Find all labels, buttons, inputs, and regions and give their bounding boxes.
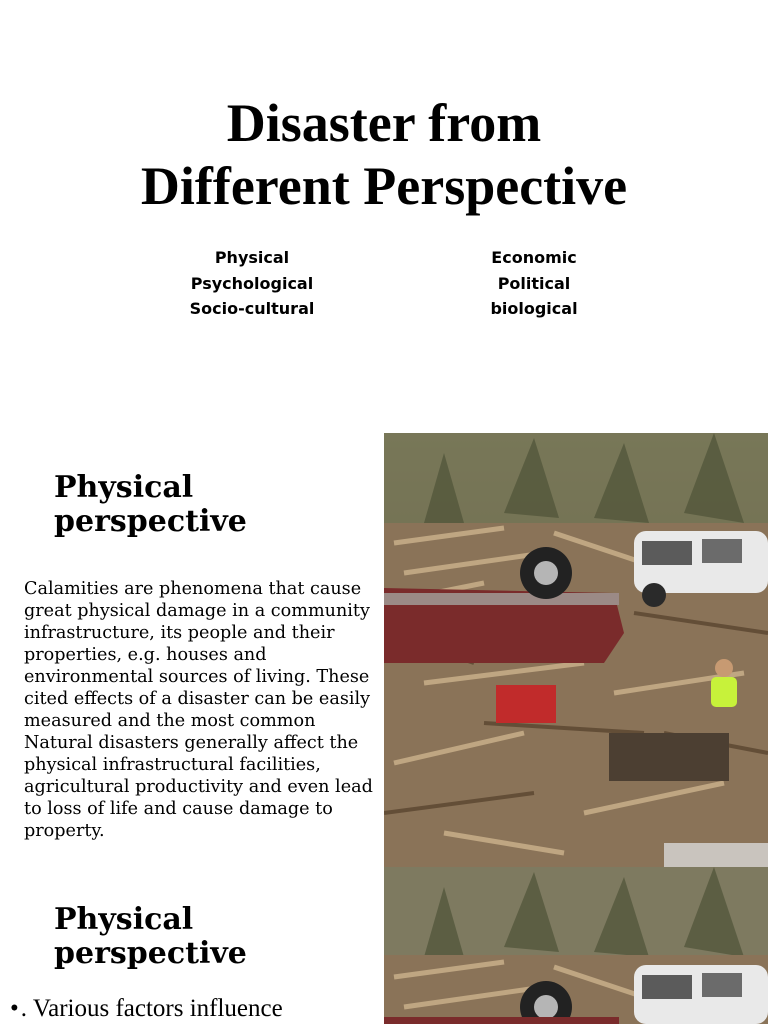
perspective-item: Socio-cultural	[189, 299, 315, 318]
title-slide	[0, 0, 768, 433]
heading-line-2: perspective	[54, 504, 247, 539]
slide-heading	[54, 471, 247, 539]
bullet-text: . Various factors influence	[20, 995, 283, 1022]
perspective-item: biological	[490, 299, 578, 318]
perspective-item: Psychological	[190, 273, 314, 293]
perspective-list-right	[414, 245, 654, 322]
title-line-2: Different Perspective	[140, 156, 628, 216]
physical-perspective-slide	[0, 433, 768, 867]
slide-heading	[54, 903, 247, 971]
debris-photo	[384, 867, 768, 1024]
perspective-item: Physical	[214, 248, 290, 267]
bullet-item	[10, 994, 283, 1024]
title-line-1: Disaster from	[226, 93, 542, 153]
debris-photo	[384, 433, 768, 867]
bullet-symbol: •	[10, 995, 19, 1022]
debris-photo-icon	[384, 433, 768, 867]
perspective-item: Economic	[491, 248, 577, 267]
heading-line-1: Physical	[54, 470, 194, 505]
slide-title	[0, 92, 768, 218]
body-paragraph: Calamities are phenomena that cause great physical damage in a community infrastructure, its people and their properties, e.g. houses and environmental sources of living. These cited effects of a disaster can be easily measured and the most common Natural disasters generally affect the physical infrastructural facilities, agricultural productivity and even lead to loss of life and cause damage to property.	[24, 579, 373, 841]
heading-line-1: Physical	[54, 902, 194, 937]
heading-line-2: perspective	[54, 936, 247, 971]
perspective-item: Political	[497, 273, 571, 293]
physical-perspective-slide-2	[0, 867, 768, 1024]
perspective-list-left	[132, 245, 372, 322]
debris-photo-icon	[384, 867, 768, 1024]
